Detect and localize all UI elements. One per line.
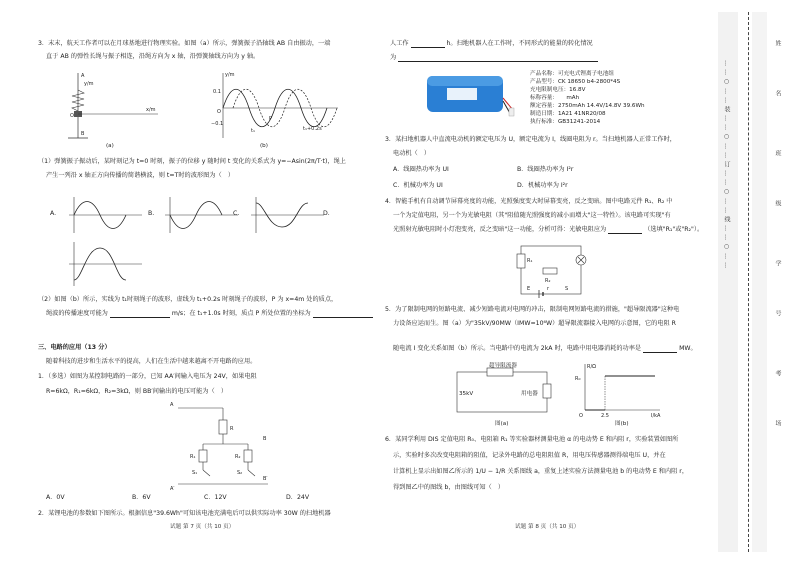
r-q4-line2: 一个为定值电阻，另一个为光敏电阻（其"阻值随光照强度的减小而增大"这一特性）。该电路可实现"有: [393, 212, 671, 219]
spec-name: 产品名称：可充电式锂离子电池组: [530, 71, 614, 77]
svg-text:t₁: t₁: [251, 128, 255, 134]
svg-text:A′: A′: [170, 486, 175, 492]
footer-page-7: 试题 第 7 页（共 10 页）: [170, 524, 235, 530]
info-bar: [752, 12, 767, 552]
svg-text:A: A: [81, 73, 85, 79]
q3-line2: 直于 AB 的弹性长绳与振子相连，沿绳方向为 x 轴，沿弹簧轴线方向为 y 轴。: [46, 53, 260, 60]
option-b-label[interactable]: B.: [148, 210, 155, 217]
label-id-2: 号: [774, 310, 781, 316]
option-d-graph: [64, 240, 144, 288]
answer-blank-hours[interactable]: [411, 41, 445, 48]
battery-spec-label: [530, 70, 645, 126]
section-3-intro: 随着科技的进步和生活水平的提高，人们在生活中越来越离不开电路的应用。: [46, 358, 257, 365]
r-q6-line2: 示，实验时多次改变电阻箱的阻值，记录外电路的总电阻阻值 R，用电压传感器测得端电压 U，并在: [393, 452, 666, 459]
r-q3-opt-a[interactable]: A．线圈热功率为 UI: [393, 166, 449, 173]
r-q3-line1: 3．某扫地机器人中直流电动机的额定电压为 U，额定电流为 I，线圈电阻为 r。当扫地机器人正常工作时，: [385, 136, 676, 143]
option-a-graph: [64, 195, 144, 235]
svg-text:P: P: [269, 116, 273, 122]
answer-blank-power[interactable]: [643, 346, 677, 353]
answer-blank-speed[interactable]: [110, 311, 170, 318]
label-room-1: 考: [774, 370, 781, 376]
svg-text:B′: B′: [263, 476, 268, 482]
section-3-title: 三、电路的应用（13 分）: [38, 344, 111, 351]
r-q6-line1: 6．某同学利用 DIS 定值电阻 R₀、电阻箱 R₁ 等实验器材测量电池 α 的电动势 E 和内阻 r，实验装置如图所: [385, 436, 679, 443]
answer-blank-energy[interactable]: [398, 55, 598, 62]
footer-page-8: 试题 第 8 页（共 10 页）: [515, 524, 580, 530]
option-a-label[interactable]: A.: [50, 210, 57, 217]
svg-text:R₁: R₁: [190, 454, 196, 460]
q3-line1: 3．末末，航天工作者可以在月球基地进行物理实验。如图（a）所示，弹簧振子沿轴线 AB 自由振动，一端: [38, 40, 331, 47]
q3-sub1-line2: 产生一列沿 x 轴正方向传播的简谐横波，则 t=T时的波形图为（ ）: [46, 172, 235, 179]
load-label: 用电器: [521, 391, 538, 397]
svg-text:R₂: R₂: [545, 278, 551, 284]
q3-sub2-line1: （2）如图（b）所示，实线为 t₁时刻绳子的波形，虚线为 t₁+0.2s 时刻绳子的波形，P 为 x=4m 处的质点，: [38, 296, 338, 303]
spec-rated-capacity: 额定容量：2750mAh 14.4V/14.8V 39.6Wh: [530, 103, 645, 109]
q3-sub2-unit: m/s；在 t₁+1.0s 时刻，质点 P 所处位置的坐标为: [171, 310, 311, 317]
r-q6-line4: 得到图乙中的图线 b，由图线可知（ ）: [393, 484, 505, 491]
svg-text:O: O: [217, 109, 221, 115]
svg-text:O: O: [579, 413, 583, 419]
svg-text:r: r: [547, 286, 550, 292]
brightness-circuit-diagram: [515, 242, 595, 300]
svg-text:S₁: S₁: [192, 470, 198, 476]
cont-line1: [390, 40, 593, 48]
r-q3-opt-b[interactable]: B．线圈热功率为 I²r: [517, 166, 574, 173]
q3-sub2-text: 绳波的传播速度可能为: [46, 310, 108, 317]
q3-sub2-line2: [46, 310, 373, 318]
r-i-graph-figure-b: [575, 360, 665, 418]
label-name-1: 姓: [774, 40, 781, 46]
svg-text:E: E: [527, 286, 531, 292]
svg-text:S: S: [565, 286, 569, 292]
svg-text:x/m: x/m: [146, 107, 156, 113]
answer-blank-photoresistor[interactable]: [608, 227, 642, 234]
fig-b-caption: (b): [260, 143, 268, 149]
label-class-2: 级: [774, 200, 781, 206]
svg-text:B: B: [263, 436, 267, 442]
spec-charge-voltage: 充电限制电压：16.8V: [530, 87, 586, 93]
svg-text:S₂: S₂: [237, 470, 243, 476]
r-q5-line2: 力设备应运而生。图（a）为"35kV/90MW（IMW=10⁶W）超导限流器接入电网的示意图，它的电阻 R: [393, 320, 676, 327]
sec3-q1-line2: R=6kΩ，R₁=6kΩ，R₂=3kΩ，则 BB′间输出的电压可能为（ ）: [46, 388, 228, 395]
r-q5-unit: MW。: [679, 345, 697, 352]
svg-text:I/kA: I/kA: [651, 413, 661, 419]
r-q4-line3: [393, 226, 703, 234]
answer-c-12v[interactable]: C．12V: [204, 494, 227, 501]
svg-text:R/Ω: R/Ω: [587, 364, 596, 370]
svg-text:B: B: [81, 131, 85, 137]
left-page: [28, 0, 373, 562]
limiter-label: 超导限流器: [489, 363, 517, 369]
fig-a-caption: (a): [106, 143, 114, 149]
r-q4-line1: 4．智能手机有自动调节屏幕亮度的功能，光照强度变大时屏幕变亮，反之变暗。图中电路元件 R₁、R₂ 中: [385, 198, 673, 205]
r-q5-line1: 5．为了限制电网的短路电流、减少短路电流对电网的冲击，限制电网短路电流的措施，"超导限流器"这种电: [385, 306, 680, 313]
option-d-label[interactable]: D.: [323, 210, 330, 217]
r-q5-line3: [393, 345, 697, 353]
r-q5-text3: 随电流 I 变化关系如图（b）所示。当电路中的电流为 2kA 时，电路中用电器消耗的功率是: [393, 345, 642, 352]
r-q4-tail: （选填"R₁"或"R₂"）。: [644, 226, 704, 233]
fig-a-caption-right: 图(a): [495, 421, 509, 427]
spec-date: 制造日期：1A21 41NR20/08: [530, 111, 606, 117]
svg-text:t₁+0.2s: t₁+0.2s: [303, 126, 322, 132]
option-c-graph: [246, 195, 326, 235]
svg-text:y/m: y/m: [225, 72, 235, 78]
voltage-label: 35kV: [459, 391, 474, 397]
binding-dash-text: ……○……装……○……订……○……线……○……: [723, 60, 730, 271]
svg-text:R₁: R₁: [527, 258, 533, 264]
label-id-1: 学: [774, 260, 781, 266]
spec-model: 产品型号：CK 18650 b4-2800*4S: [530, 79, 621, 85]
label-name-2: 名: [774, 90, 781, 96]
answer-blank-coordinate[interactable]: [313, 311, 373, 318]
sec3-q2-line1: 2．某锂电池的参数如下图所示。根据信息"39.6Wh"可知该电池充满电后可以供实际功率 30W 的扫地机器: [38, 510, 331, 517]
r-q3-opt-c[interactable]: C．机械功率为 UI: [393, 182, 443, 189]
svg-text:−0.1: −0.1: [211, 121, 224, 127]
cont-line2: [390, 54, 598, 62]
r-q6-line3: 计算机上显示出如图乙所示的 1/U − 1/R 关系图线 a，重复上述实验方法测量电池 b 的电动势 E 和内阻 r，: [393, 468, 689, 475]
svg-text:R: R: [230, 426, 234, 432]
option-c-label[interactable]: C.: [233, 210, 240, 217]
answer-d-24v[interactable]: D．24V: [286, 494, 310, 501]
cont-text2: 为: [390, 54, 397, 61]
cont-text1: 人工作: [390, 40, 409, 47]
label-class-1: 班: [774, 150, 781, 156]
svg-text:R₂: R₂: [235, 454, 241, 460]
right-page: [385, 0, 710, 562]
fig-b-caption-right: 图(b): [615, 421, 629, 427]
binding-dash-line: [748, 12, 749, 552]
svg-text:2.5: 2.5: [601, 413, 609, 419]
option-b-graph: [160, 195, 240, 235]
svg-text:0.1: 0.1: [213, 89, 221, 95]
r-q4-text3: 光照射光敏电阻时小灯泡变亮，反之变暗"这一功能，分析可得：光敏电阻应为: [393, 226, 607, 233]
answer-a-0v[interactable]: A．0V: [46, 494, 65, 501]
answer-b-6v[interactable]: B．6V: [132, 494, 151, 501]
battery-pack-image: [425, 68, 515, 123]
figure-b-wave: [203, 68, 343, 148]
cont-text1b: h。扫地机器人在工作时，不同形式的能量的转化情况: [446, 40, 593, 47]
svg-text:y/m: y/m: [84, 81, 94, 87]
r-q3-opt-d[interactable]: D．机械功率为 I²r: [517, 182, 568, 189]
figure-a-spring-oscillator: [48, 68, 168, 148]
control-circuit-diagram: [168, 400, 278, 490]
r-q3-line2: 电动机（ ）: [393, 150, 431, 157]
spec-nominal-capacity: 标称容量： mAh: [530, 95, 580, 101]
svg-text:A: A: [170, 402, 174, 408]
q3-sub1-line1: （1）弹簧振子振动后，某时刻记为 t=0 时刻，振子的位移 y 随时间 t 变化的关系式为 y=−Asin(2π/T·t)，绳上: [38, 158, 346, 165]
spec-standard: 执行标准：GB31241-2014: [530, 119, 601, 125]
svg-text:R₀: R₀: [575, 376, 581, 382]
label-room-2: 场: [774, 420, 781, 426]
svg-text:O: O: [70, 113, 74, 119]
sec3-q1-line1: 1．（多选）如图为某控制电路的一部分，已知 AA′间输入电压为 24V，如果电阻: [38, 373, 257, 380]
